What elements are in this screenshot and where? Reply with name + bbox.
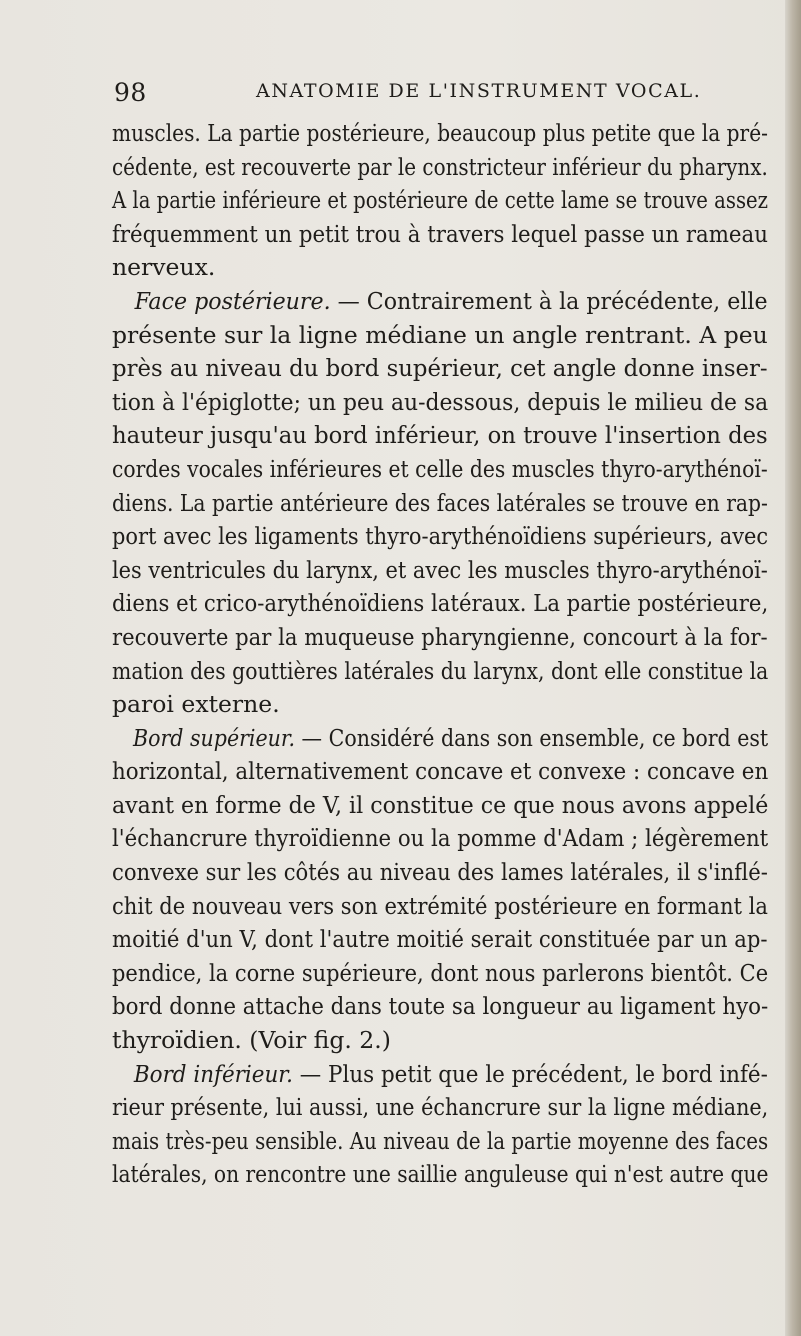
section-subhead: Bord inférieur. xyxy=(133,1059,293,1088)
text-line: rieur présente, lui aussi, une échancrure sur la ligne médiane, xyxy=(112,1093,769,1122)
text-line: moitié d'un V, dont l'autre moitié serait constituée par un ap- xyxy=(112,925,768,954)
text-line: pendice, la corne supérieure, dont nous parlerons bientôt. Ce xyxy=(112,958,769,987)
running-title: ANATOMIE DE L'INSTRUMENT VOCAL. xyxy=(256,80,702,102)
text-line: latérales, on rencontre une saillie anguleuse qui n'est autre que xyxy=(112,1160,769,1189)
text-line: cordes vocales inférieures et celle des muscles thyro-arythénoï- xyxy=(112,454,768,483)
text-line: diens. La partie antérieure des faces latérales se trouve en rap- xyxy=(112,488,768,517)
section-first-line xyxy=(112,285,768,319)
text-line: hauteur jusqu'au bord inférieur, on trouve l'insertion des xyxy=(112,421,768,450)
section-first-line xyxy=(112,1058,768,1092)
text-line: horizontal, alternativement concave et convexe : concave en xyxy=(112,757,769,786)
text-line: cédente, est recouverte par le constricteur inférieur du pharynx. xyxy=(112,152,768,181)
text-line: paroi externe. xyxy=(112,690,280,719)
text-line: recouverte par la muqueuse pharyngienne, concourt à la for- xyxy=(112,622,768,651)
body-text xyxy=(112,117,768,1192)
text-line: présente sur la ligne médiane un angle rentrant. A peu xyxy=(112,320,768,349)
text-line: nerveux. xyxy=(112,253,216,282)
section-subhead: Bord supérieur. xyxy=(132,723,296,752)
text-line: bord donne attache dans toute sa longueur au ligament hyo- xyxy=(112,992,769,1021)
text-line: l'échancrure thyroïdienne ou la pomme d'Adam ; légèrement xyxy=(112,824,769,853)
text-line: convexe sur les côtés au niveau des lames latérales, il s'inflé- xyxy=(112,858,768,887)
section-subhead: Face postérieure. xyxy=(134,286,331,315)
text-line: port avec les ligaments thyro-arythénoïdiens supérieurs, avec xyxy=(112,522,769,551)
section-first-line xyxy=(112,722,769,756)
text-line: avant en forme de V, il constitue ce que nous avons appelé xyxy=(112,790,769,819)
running-head xyxy=(114,78,774,118)
text-line: mation des gouttières latérales du larynx, dont elle constitue la xyxy=(112,656,769,685)
page-number: 98 xyxy=(114,78,147,107)
text-line: les ventricules du larynx, et avec les muscles thyro-arythénoï- xyxy=(112,555,768,584)
page-gutter-edge xyxy=(785,0,801,1336)
text-line: A la partie inférieure et postérieure de cette lame se trouve assez xyxy=(112,186,768,215)
text-line: tion à l'épiglotte; un peu au-dessous, depuis le milieu de sa xyxy=(112,387,769,416)
text-run: — Plus petit que le précédent, le bord infé- xyxy=(292,1059,768,1088)
text-line: thyroïdien. (Voir fig. 2.) xyxy=(112,1026,391,1055)
text-run: — Contrairement à la précédente, elle xyxy=(330,286,768,315)
text-line: chit de nouveau vers son extrémité postérieure en formant la xyxy=(112,891,768,920)
text-line: près au niveau du bord supérieur, cet angle donne inser- xyxy=(112,354,768,383)
text-line: diens et crico-arythénoïdiens latéraux. La partie postérieure, xyxy=(112,589,769,618)
text-line: fréquemment un petit trou à travers lequel passe un rameau xyxy=(112,219,768,248)
text-run: — Considéré dans son ensemble, ce bord est xyxy=(295,723,769,752)
text-line: muscles. La partie postérieure, beaucoup plus petite que la pré- xyxy=(112,119,768,147)
text-line: mais très-peu sensible. Au niveau de la partie moyenne des faces xyxy=(112,1126,769,1155)
